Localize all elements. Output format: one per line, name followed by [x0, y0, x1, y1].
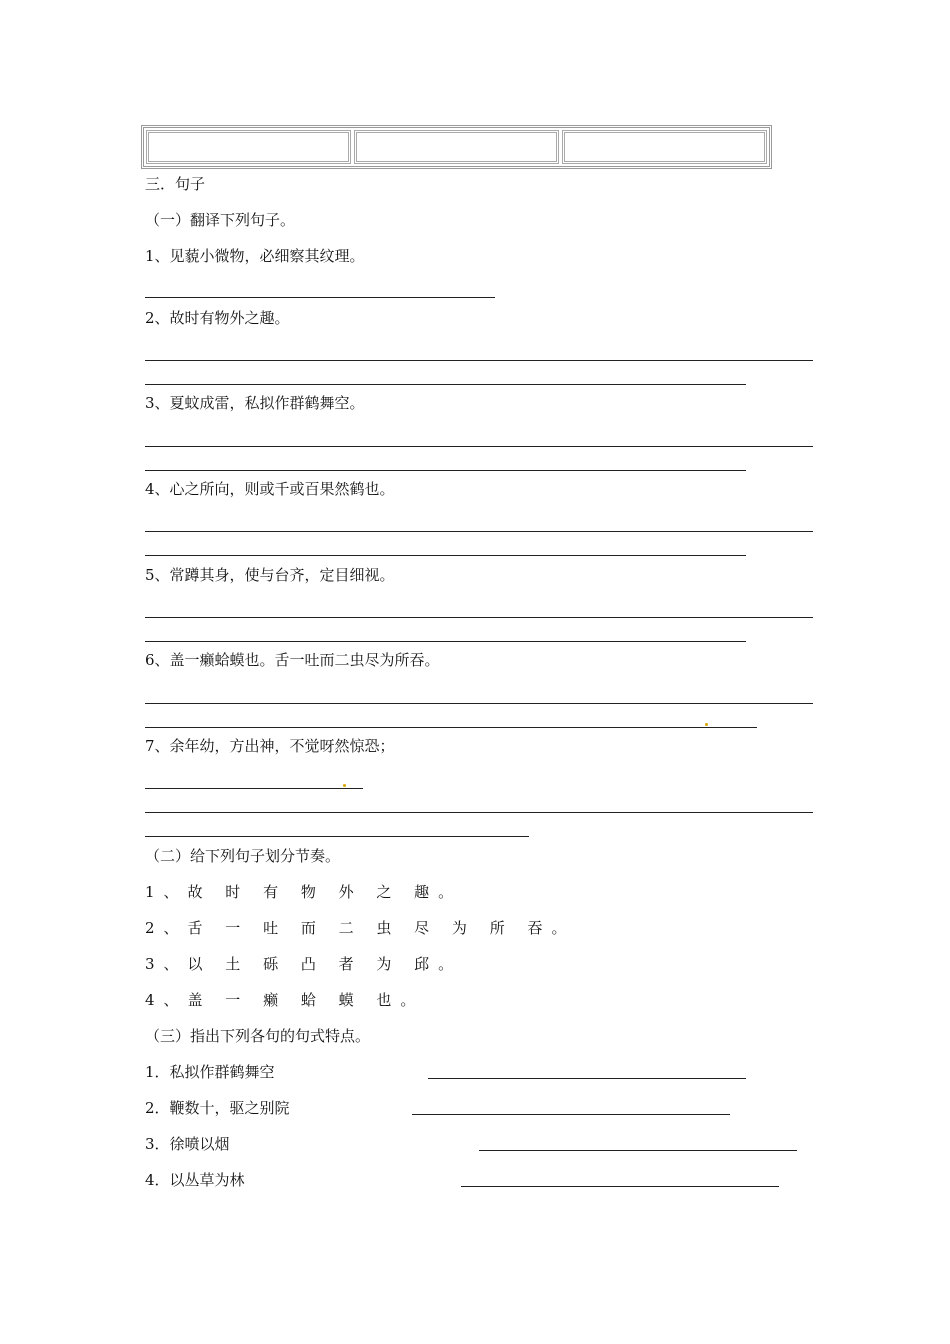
answer-line[interactable]: [145, 836, 529, 837]
part1-item-4: 4、心之所向，则或千或百果然鹤也。: [145, 480, 395, 498]
part2-item-2: 2、舌 一 吐 而 二 虫 尽 为 所 吞。: [145, 919, 576, 937]
stray-mark: [343, 784, 346, 787]
part1-heading: （一）翻译下列句子。: [145, 211, 296, 229]
answer-line[interactable]: [145, 360, 813, 361]
answer-line[interactable]: [479, 1150, 797, 1151]
answer-line[interactable]: [145, 470, 746, 471]
part2-heading: （二）给下列句子划分节奏。: [145, 847, 341, 865]
answer-line[interactable]: [428, 1078, 746, 1079]
part2-item-4: 4、盖 一 癞 蛤 蟆 也。: [145, 991, 425, 1009]
stray-mark: [705, 723, 708, 726]
part3-item-4: 4．以丛草为林: [145, 1171, 245, 1189]
table-cell: [562, 130, 767, 164]
answer-line[interactable]: [145, 812, 813, 813]
empty-table: [141, 125, 772, 169]
part1-item-6: 6、盖一癞蛤蟆也。舌一吐而二虫尽为所吞。: [145, 651, 440, 669]
answer-line[interactable]: [145, 788, 363, 789]
answer-line[interactable]: [145, 703, 813, 704]
answer-line[interactable]: [145, 555, 746, 556]
part3-heading: （三）指出下列各句的句式特点。: [145, 1027, 371, 1045]
table-cell: [146, 130, 351, 164]
answer-line[interactable]: [412, 1114, 730, 1115]
answer-line[interactable]: [461, 1186, 779, 1187]
answer-line[interactable]: [145, 727, 757, 728]
answer-line[interactable]: [145, 617, 813, 618]
part1-item-5: 5、常蹲其身，使与台齐，定目细视。: [145, 566, 395, 584]
answer-line[interactable]: [145, 384, 746, 385]
part1-item-2: 2、故时有物外之趣。: [145, 309, 290, 327]
part1-item-1: 1、见藐小微物，必细察其纹理。: [145, 247, 365, 265]
part2-item-3: 3、以 土 砾 凸 者 为 邱。: [145, 955, 463, 973]
answer-line[interactable]: [145, 446, 813, 447]
answer-line[interactable]: [145, 297, 495, 298]
part1-item-3: 3、夏蚊成雷，私拟作群鹤舞空。: [145, 394, 365, 412]
part2-item-1: 1、故 时 有 物 外 之 趣。: [145, 883, 463, 901]
part3-item-2: 2．鞭数十，驱之别院: [145, 1099, 290, 1117]
part3-item-3: 3．徐喷以烟: [145, 1135, 230, 1153]
answer-line[interactable]: [145, 531, 813, 532]
section-title: 三．句子: [145, 175, 206, 193]
table-cell: [354, 130, 559, 164]
answer-line[interactable]: [145, 641, 746, 642]
part1-item-7: 7、余年幼，方出神，不觉呀然惊恐；: [145, 737, 395, 755]
part3-item-1: 1．私拟作群鹤舞空: [145, 1063, 275, 1081]
